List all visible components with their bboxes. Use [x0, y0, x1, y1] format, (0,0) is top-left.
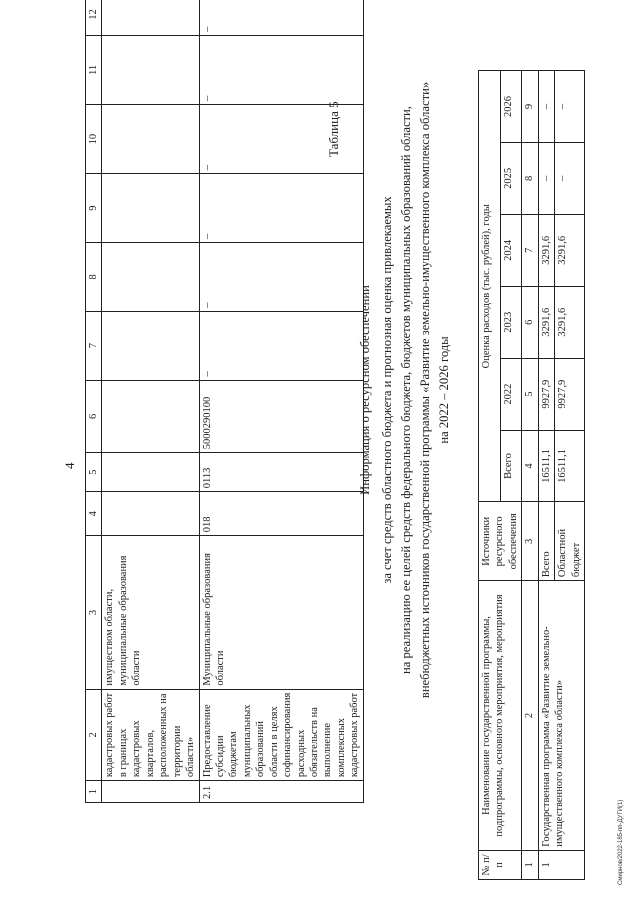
title-line-5: на 2022 – 2026 годы [437, 336, 451, 444]
header-name: Наименование государственной программы, подпрограммы, основного мероприятия, мероприятия [479, 581, 522, 851]
header-cell: 4 [86, 492, 102, 536]
value-cell: – [538, 71, 554, 143]
column-number: 1 [522, 850, 538, 879]
header-total: Всего [500, 430, 522, 502]
table-header-row [479, 71, 501, 880]
column-number: 9 [522, 71, 538, 143]
table-cell: – [199, 35, 363, 104]
document-footer: Смирнов/2022-185-пп-ДУГИ(1) [618, 799, 624, 885]
header-cell: 2 [86, 689, 102, 781]
header-cell: 1 [86, 781, 102, 803]
table-cell: 5000290100 [199, 380, 363, 453]
header-cell: 10 [86, 105, 102, 174]
title-line-3: на реализацию ее целей средств федерального бюджета, бюджетов муниципальных образований области, [399, 106, 413, 674]
header-cell: 7 [86, 311, 102, 380]
column-number: 3 [522, 502, 538, 581]
resources-table-continued [85, 0, 364, 803]
table-cell [102, 35, 199, 104]
value-cell: – [555, 71, 585, 143]
source-cell: Всего [538, 502, 554, 581]
header-year: 2023 [500, 286, 522, 358]
column-number: 5 [522, 358, 538, 430]
total-cell: 16511,1 [555, 430, 585, 502]
table-cell [102, 311, 199, 380]
header-cell: 3 [86, 536, 102, 689]
header-cell: 9 [86, 174, 102, 243]
table-cell: – [199, 311, 363, 380]
table-cell [102, 492, 199, 536]
table-cell: 018 [199, 492, 363, 536]
table-cell: – [199, 105, 363, 174]
table-cell [102, 453, 199, 492]
value-cell: 9927,9 [538, 358, 554, 430]
table-number-row [522, 71, 538, 880]
value-cell: 3291,6 [538, 286, 554, 358]
header-source: Источники ресурсного обеспечения [479, 502, 522, 581]
table-header-row [86, 0, 102, 803]
table-cell [102, 0, 199, 35]
title-line-2: за счет средств областного бюджета и прогнозная оценка привлекаемых [380, 196, 394, 584]
table-cell: – [199, 0, 363, 35]
page-number: 4 [62, 462, 77, 469]
table-cell: – [199, 243, 363, 312]
table-cell [102, 243, 199, 312]
header-estimate: Оценка расходов (тыс. рублей), годы [479, 71, 501, 503]
table-cell: имуществом области, муниципальные образования области [102, 536, 199, 689]
title-line-1: Информация о ресурсном обеспечении [358, 285, 372, 495]
header-year: 2022 [500, 358, 522, 430]
value-cell: 9927,9 [555, 358, 585, 430]
value-cell: 3291,6 [555, 214, 585, 286]
header-year: 2024 [500, 214, 522, 286]
table-cell: 0113 [199, 453, 363, 492]
column-number: 2 [522, 581, 538, 851]
table-cell [102, 781, 199, 803]
resources-table [478, 70, 585, 880]
value-cell: – [538, 142, 554, 214]
table-cell: 2.1 [199, 781, 363, 803]
program-name: Государственная программа «Развитие земельно-имущественного комплекса области» [538, 581, 584, 851]
total-cell: 16511,1 [538, 430, 554, 502]
table-cell: Муниципальные образования области [199, 536, 363, 689]
header-year: 2026 [500, 71, 522, 143]
column-number: 8 [522, 142, 538, 214]
title-line-4: внебюджетных источников государственной программы «Развитие земельно-имущественного комплекса области» [418, 81, 432, 699]
value-cell: 3291,6 [555, 286, 585, 358]
table-cell [102, 105, 199, 174]
header-cell: 11 [86, 35, 102, 104]
table-label: Таблица 5 [326, 101, 341, 157]
table-cell: – [199, 174, 363, 243]
table-cell [102, 380, 199, 453]
column-number: 4 [522, 430, 538, 502]
table-row [102, 0, 199, 803]
value-cell: – [555, 142, 585, 214]
header-cell: 8 [86, 243, 102, 312]
table-row [538, 71, 554, 880]
column-number: 7 [522, 214, 538, 286]
table-cell: кадастровых работ в границах кадастровых кварталов, расположенных на территории области» [102, 689, 199, 781]
table-cell: Предоставление субсидии бюджетам муниципальных образований области в целях софинансирования расходных обязательств на выполнение комплексных кадастровых работ [199, 689, 363, 781]
header-year: 2025 [500, 142, 522, 214]
value-cell: 3291,6 [538, 214, 554, 286]
table-cell [102, 174, 199, 243]
source-cell: Областной бюджет [555, 502, 585, 581]
column-number: 6 [522, 286, 538, 358]
header-cell: 6 [86, 380, 102, 453]
row-number: 1 [538, 850, 584, 879]
header-cell: 12 [86, 0, 102, 35]
header-cell: 5 [86, 453, 102, 492]
header-no: № п/п [479, 850, 522, 879]
